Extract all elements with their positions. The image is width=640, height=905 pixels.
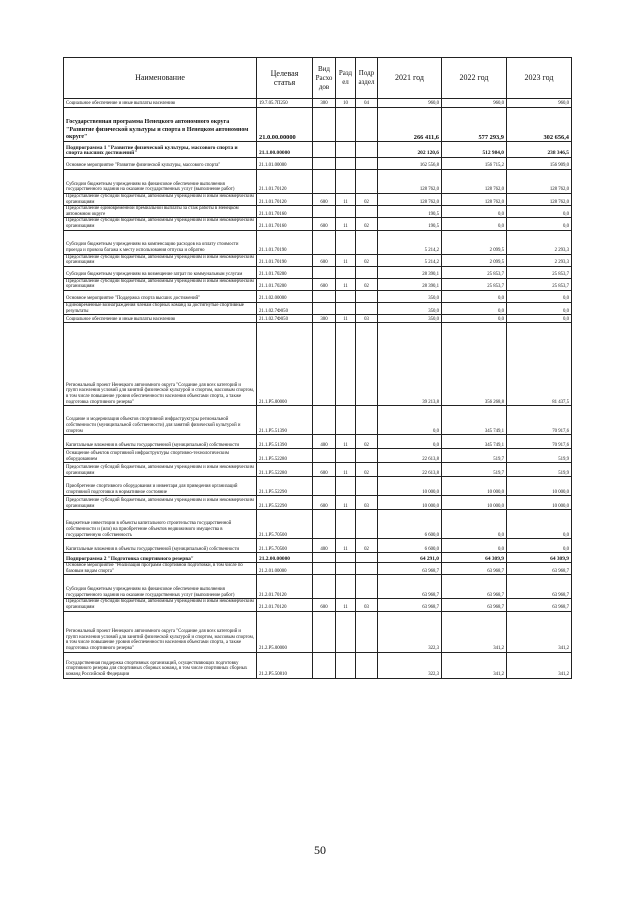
row-subsection-cell (356, 477, 378, 496)
row-amount-2023-cell: 0,0 (507, 302, 572, 314)
row-subsection-cell (356, 108, 378, 142)
row-section-cell (336, 170, 356, 194)
row-amount-2023-cell: 519,9 (507, 463, 572, 477)
row-section-cell: 11 (336, 539, 356, 553)
row-amount-2023-cell: 128 762,0 (507, 170, 572, 194)
row-amount-2021-cell: 350,0 (378, 302, 442, 314)
row-subsection-cell (356, 266, 378, 278)
row-amount-2022-cell: 0,0 (442, 539, 507, 553)
row-section-cell (336, 302, 356, 314)
page-number: 50 (314, 843, 326, 857)
row-target-code-cell: 21.1.01.70160 (257, 206, 313, 218)
row-expense-type-cell (313, 406, 336, 435)
row-section-cell: 11 (336, 254, 356, 266)
row-subsection-cell (356, 652, 378, 678)
table-row (64, 302, 572, 314)
row-target-code-cell: 21.2.00.00000 (257, 553, 313, 563)
row-section-cell (336, 266, 356, 278)
row-amount-2021-cell: 63 968,7 (378, 599, 442, 611)
row-amount-2022-cell: 0,0 (442, 302, 507, 314)
row-expense-type-cell: 600 (313, 599, 336, 611)
row-name-cell: Оснащение объектов спортивной инфраструктуры спортивно-технологическим оборудованием (64, 449, 257, 463)
table-row (64, 230, 572, 254)
table-row (64, 652, 572, 678)
row-amount-2022-cell: 2 099,5 (442, 254, 507, 266)
row-target-code-cell: 21.1.01.70160 (257, 218, 313, 230)
row-subsection-cell: 02 (356, 463, 378, 477)
row-expense-type-cell (313, 611, 336, 652)
row-amount-2023-cell: 2 293,3 (507, 230, 572, 254)
table-row (64, 510, 572, 539)
row-name-cell: Региональный проект Ненецкого автономного округа "Создание для всех категорий и групп населения условий для занятий физической культурой и спортом, массовым спортом, в том числе повышение уровня обеспеченности населения объектами спорта, а также подготовка спортивного резерва" (64, 323, 257, 406)
row-section-cell: 11 (336, 278, 356, 290)
row-target-code-cell: 21.1.P5.52290 (257, 477, 313, 496)
row-amount-2023-cell: 10 000,0 (507, 477, 572, 496)
row-amount-2021-cell: 22 613,8 (378, 449, 442, 463)
row-amount-2023-cell: 63 968,7 (507, 575, 572, 599)
header-subsection: Подр аздел (356, 58, 378, 99)
table-row (64, 599, 572, 611)
row-amount-2023-cell: 960,0 (507, 99, 572, 108)
row-subsection-cell (356, 575, 378, 599)
table-row (64, 553, 572, 563)
table-row (64, 406, 572, 435)
header-target-article: Целевая статья (257, 58, 313, 99)
row-amount-2021-cell: 350,0 (378, 290, 442, 302)
row-expense-type-cell (313, 449, 336, 463)
row-section-cell (336, 449, 356, 463)
row-name-cell: Предоставление субсидий бюджетным, автономным учреждениям и иным некоммерческим организациям (64, 278, 257, 290)
row-amount-2022-cell: 960,0 (442, 99, 507, 108)
row-section-cell (336, 477, 356, 496)
row-target-code-cell: 21.1.P5.70500 (257, 510, 313, 539)
row-amount-2021-cell: 5 214,2 (378, 254, 442, 266)
row-name-cell: Подпрограмма 2 "Подготовка спортивного резерва" (64, 553, 257, 563)
row-amount-2022-cell: 0,0 (442, 206, 507, 218)
row-subsection-cell (356, 290, 378, 302)
row-name-cell: Основное мероприятие "Реализация программ спортивной подготовки, в том числе по базовым видам спорта" (64, 563, 257, 575)
row-expense-type-cell (313, 652, 336, 678)
row-expense-type-cell (313, 290, 336, 302)
row-amount-2023-cell: 341,2 (507, 611, 572, 652)
row-amount-2023-cell: 64 309,9 (507, 553, 572, 563)
row-expense-type-cell (313, 266, 336, 278)
row-target-code-cell: 21.1.01.70200 (257, 278, 313, 290)
row-target-code-cell: 21.1.02.7Ф050 (257, 302, 313, 314)
row-expense-type-cell: 400 (313, 435, 336, 449)
row-amount-2022-cell: 0,0 (442, 315, 507, 323)
row-name-cell: Государственная программа Ненецкого автономного округа "Развитие физической культуры и спорта в Ненецком автономном округе" (64, 108, 257, 142)
row-amount-2021-cell: 322,3 (378, 611, 442, 652)
row-target-code-cell: 21.1.P5.52290 (257, 496, 313, 510)
row-amount-2021-cell: 5 214,2 (378, 230, 442, 254)
row-subsection-cell (356, 302, 378, 314)
row-name-cell: Капитальные вложения в объекты государственной (муниципальной) собственности (64, 435, 257, 449)
budget-table (63, 57, 572, 679)
row-amount-2021-cell: 322,3 (378, 652, 442, 678)
row-name-cell: Бюджетные инвестиции в объекты капитального строительства государственной собственности и (или) на приобретение объектов недвижимого имущества в государственную собственность (64, 510, 257, 539)
header-year-2022: 2022 год (442, 58, 507, 99)
row-amount-2023-cell: 0,0 (507, 539, 572, 553)
row-amount-2022-cell: 128 762,0 (442, 194, 507, 206)
row-amount-2023-cell: 10 000,0 (507, 496, 572, 510)
row-amount-2023-cell: 0,0 (507, 206, 572, 218)
row-target-code-cell: 21.1.P5.70500 (257, 539, 313, 553)
row-amount-2023-cell: 0,0 (507, 315, 572, 323)
row-section-cell: 11 (336, 599, 356, 611)
row-name-cell: Государственная поддержка спортивных организаций, осуществляющих подготовку спортивного резерва для спортивных сборных команд, в том числе спортивных сборных команд Российской Федерации (64, 652, 257, 678)
row-subsection-cell (356, 142, 378, 158)
row-amount-2022-cell: 512 984,0 (442, 142, 507, 158)
row-subsection-cell: 02 (356, 278, 378, 290)
row-name-cell: Субсидии бюджетным учреждениям на финансовое обеспечение выполнения государственного задания на оказание государственных услуг (выполнение работ) (64, 575, 257, 599)
table-row (64, 290, 572, 302)
row-expense-type-cell (313, 553, 336, 563)
row-target-code-cell: 21.1.01.70190 (257, 254, 313, 266)
row-target-code-cell: 21.1.01.70200 (257, 266, 313, 278)
row-section-cell (336, 142, 356, 158)
row-target-code-cell: 21.1.02.7Ф050 (257, 315, 313, 323)
row-section-cell: 11 (336, 435, 356, 449)
row-subsection-cell (356, 449, 378, 463)
row-subsection-cell: 03 (356, 599, 378, 611)
row-expense-type-cell (313, 170, 336, 194)
row-amount-2023-cell: 128 762,0 (507, 194, 572, 206)
row-amount-2021-cell: 0,0 (378, 435, 442, 449)
row-target-code-cell: 21.1.P5.52280 (257, 449, 313, 463)
row-amount-2022-cell: 356 268,8 (442, 323, 507, 406)
table-row (64, 278, 572, 290)
row-amount-2023-cell: 70 917,6 (507, 435, 572, 449)
row-amount-2022-cell: 0,0 (442, 510, 507, 539)
row-target-code-cell: 21.1.P5.52280 (257, 463, 313, 477)
row-amount-2021-cell: 10 000,0 (378, 477, 442, 496)
row-amount-2022-cell: 519,7 (442, 463, 507, 477)
row-amount-2022-cell: 577 293,9 (442, 108, 507, 142)
row-expense-type-cell (313, 563, 336, 575)
row-name-cell: Предоставление субсидий бюджетным, автономным учреждениям и иным некоммерческим организациям (64, 254, 257, 266)
row-amount-2021-cell: 266 411,6 (378, 108, 442, 142)
row-amount-2022-cell: 10 000,0 (442, 477, 507, 496)
row-subsection-cell: 02 (356, 539, 378, 553)
row-amount-2021-cell: 190,5 (378, 218, 442, 230)
row-name-cell: Подпрограмма 1 "Развитие физической культуры, массового спорта и спорта высших достижений" (64, 142, 257, 158)
row-name-cell: Предоставление субсидий бюджетным, автономным учреждениям и иным некоммерческим организациям (64, 194, 257, 206)
row-subsection-cell (356, 206, 378, 218)
row-amount-2021-cell: 10 000,0 (378, 496, 442, 510)
row-amount-2021-cell: 350,0 (378, 315, 442, 323)
row-target-code-cell: 21.2.01.70120 (257, 575, 313, 599)
row-amount-2021-cell: 162 556,8 (378, 158, 442, 170)
row-amount-2021-cell: 190,5 (378, 206, 442, 218)
row-target-code-cell: 19.7.05.7П250 (257, 99, 313, 108)
table-row (64, 539, 572, 553)
row-section-cell (336, 108, 356, 142)
row-amount-2021-cell: 960,0 (378, 99, 442, 108)
row-section-cell: 10 (336, 99, 356, 108)
table-row (64, 463, 572, 477)
row-amount-2023-cell: 70 917,6 (507, 406, 572, 435)
table-row (64, 477, 572, 496)
row-amount-2022-cell: 345 749,1 (442, 406, 507, 435)
row-name-cell: Приобретение спортивного оборудования и инвентаря для приведения организаций спортивной подготовки в нормативное состояние (64, 477, 257, 496)
row-target-code-cell: 21.1.P5.51390 (257, 435, 313, 449)
row-section-cell (336, 652, 356, 678)
table-row (64, 218, 572, 230)
row-expense-type-cell: 600 (313, 254, 336, 266)
header-name: Наименование (64, 58, 257, 99)
row-amount-2021-cell: 6 600,0 (378, 539, 442, 553)
row-target-code-cell: 21.2.P5.50810 (257, 652, 313, 678)
row-subsection-cell: 03 (356, 496, 378, 510)
row-expense-type-cell (313, 323, 336, 406)
row-name-cell: Единовременные вознаграждения членам сборных команд за достигнутые спортивные результаты (64, 302, 257, 314)
row-amount-2023-cell: 2 293,3 (507, 254, 572, 266)
row-expense-type-cell: 600 (313, 278, 336, 290)
row-name-cell: Основное мероприятие "Развитие физической культуры, массового спорта" (64, 158, 257, 170)
row-section-cell (336, 323, 356, 406)
header-expense-type: Вид Расхо дов (313, 58, 336, 99)
row-subsection-cell (356, 510, 378, 539)
header-section: Разд ел (336, 58, 356, 99)
header-year-2021: 2021 год (378, 58, 442, 99)
row-amount-2022-cell: 0,0 (442, 218, 507, 230)
row-section-cell (336, 158, 356, 170)
row-expense-type-cell: 600 (313, 218, 336, 230)
row-name-cell: Социальное обеспечение и иные выплаты населению (64, 315, 257, 323)
row-amount-2023-cell: 81 437,5 (507, 323, 572, 406)
row-target-code-cell: 21.1.00.00000 (257, 142, 313, 158)
row-amount-2023-cell: 25 853,7 (507, 278, 572, 290)
row-name-cell: Капитальные вложения в объекты государственной (муниципальной) собственности (64, 539, 257, 553)
row-name-cell: Региональный проект Ненецкого автономного округа "Создание для всех категорий и групп населения условий для занятий физической культурой и спортом, массовым спортом, в том числе повышение уровня обеспеченности населения объектами спорта, а также подготовка спортивного резерва" (64, 611, 257, 652)
row-expense-type-cell (313, 158, 336, 170)
row-amount-2021-cell: 0,0 (378, 406, 442, 435)
row-amount-2021-cell: 128 762,0 (378, 170, 442, 194)
row-expense-type-cell (313, 142, 336, 158)
row-section-cell (336, 290, 356, 302)
row-target-code-cell: 21.1.01.00000 (257, 158, 313, 170)
row-amount-2023-cell: 0,0 (507, 290, 572, 302)
row-section-cell (336, 510, 356, 539)
row-expense-type-cell (313, 477, 336, 496)
row-amount-2021-cell: 63 968,7 (378, 575, 442, 599)
row-amount-2023-cell: 0,0 (507, 218, 572, 230)
row-name-cell: Предоставление субсидий бюджетным, автономным учреждениям и иным некоммерческим организациям (64, 463, 257, 477)
row-expense-type-cell: 600 (313, 463, 336, 477)
row-amount-2021-cell: 28 390,1 (378, 278, 442, 290)
table-row (64, 435, 572, 449)
table-row (64, 266, 572, 278)
row-subsection-cell: 02 (356, 194, 378, 206)
row-target-code-cell: 21.2.01.00000 (257, 563, 313, 575)
row-amount-2022-cell: 345 749,1 (442, 435, 507, 449)
table-row (64, 611, 572, 652)
header-year-2023: 2023 год (507, 58, 572, 99)
row-amount-2021-cell: 28 390,1 (378, 266, 442, 278)
row-amount-2022-cell: 128 762,0 (442, 170, 507, 194)
table-header-row (64, 58, 572, 99)
row-expense-type-cell (313, 302, 336, 314)
row-subsection-cell: 04 (356, 99, 378, 108)
row-target-code-cell: 21.1.02.00000 (257, 290, 313, 302)
row-amount-2023-cell: 238 346,5 (507, 142, 572, 158)
table-row (64, 206, 572, 218)
row-amount-2023-cell: 156 909,0 (507, 158, 572, 170)
row-section-cell (336, 611, 356, 652)
row-subsection-cell: 02 (356, 254, 378, 266)
row-name-cell: Субсидии бюджетным учреждениям на возмещение затрат по коммунальным услугам (64, 266, 257, 278)
table-row (64, 496, 572, 510)
row-name-cell: Предоставление единовременной премиальной выплаты за стаж работы в Ненецком автономном округе (64, 206, 257, 218)
row-name-cell: Субсидии бюджетным учреждениям на компенсацию расходов на оплату стоимости проезда и провоза багажа к месту использования отпуска и обратно (64, 230, 257, 254)
row-amount-2023-cell: 63 968,7 (507, 599, 572, 611)
row-section-cell: 11 (336, 315, 356, 323)
row-amount-2021-cell: 6 600,0 (378, 510, 442, 539)
row-name-cell: Социальное обеспечение и иные выплаты населению (64, 99, 257, 108)
row-section-cell: 11 (336, 496, 356, 510)
table-body (64, 99, 572, 679)
row-section-cell (336, 206, 356, 218)
row-expense-type-cell: 400 (313, 539, 336, 553)
row-amount-2022-cell: 63 968,7 (442, 563, 507, 575)
row-subsection-cell (356, 158, 378, 170)
row-subsection-cell (356, 563, 378, 575)
row-amount-2022-cell: 64 309,9 (442, 553, 507, 563)
row-amount-2022-cell: 10 000,0 (442, 496, 507, 510)
row-amount-2021-cell: 202 120,6 (378, 142, 442, 158)
row-target-code-cell: 21.1.P5.51390 (257, 406, 313, 435)
row-target-code-cell: 21.1.P5.00000 (257, 323, 313, 406)
row-amount-2022-cell: 0,0 (442, 290, 507, 302)
row-amount-2021-cell: 39 213,8 (378, 323, 442, 406)
row-expense-type-cell: 600 (313, 194, 336, 206)
row-amount-2021-cell: 63 968,7 (378, 563, 442, 575)
row-name-cell: Предоставление субсидий бюджетным, автономным учреждениям и иным некоммерческим организациям (64, 496, 257, 510)
row-amount-2022-cell: 63 968,7 (442, 599, 507, 611)
row-target-code-cell: 21.1.01.70120 (257, 170, 313, 194)
row-subsection-cell (356, 406, 378, 435)
row-name-cell: Предоставление субсидий бюджетным, автономным учреждениям и иным некоммерческим организациям (64, 599, 257, 611)
row-amount-2021-cell: 64 291,0 (378, 553, 442, 563)
table-row (64, 194, 572, 206)
row-subsection-cell: 02 (356, 435, 378, 449)
row-section-cell: 11 (336, 463, 356, 477)
row-amount-2022-cell: 25 853,7 (442, 266, 507, 278)
row-expense-type-cell (313, 206, 336, 218)
row-name-cell: Субсидии бюджетным учреждениям на финансовое обеспечение выполнения государственного задания на оказание государственных услуг (выполнение работ) (64, 170, 257, 194)
row-target-code-cell: 21.2.P5.00000 (257, 611, 313, 652)
row-expense-type-cell (313, 510, 336, 539)
row-subsection-cell (356, 611, 378, 652)
table-row (64, 563, 572, 575)
row-target-code-cell: 21.1.01.70120 (257, 194, 313, 206)
row-amount-2022-cell: 341,2 (442, 652, 507, 678)
row-amount-2022-cell: 519,7 (442, 449, 507, 463)
row-amount-2022-cell: 63 968,7 (442, 575, 507, 599)
row-subsection-cell (356, 323, 378, 406)
row-section-cell (336, 563, 356, 575)
table-row (64, 575, 572, 599)
row-amount-2022-cell: 156 715,2 (442, 158, 507, 170)
row-expense-type-cell (313, 108, 336, 142)
row-amount-2023-cell: 0,0 (507, 510, 572, 539)
row-expense-type-cell: 300 (313, 99, 336, 108)
row-subsection-cell (356, 170, 378, 194)
table-row (64, 108, 572, 142)
row-amount-2023-cell: 519,9 (507, 449, 572, 463)
row-subsection-cell (356, 230, 378, 254)
row-name-cell: Предоставление субсидий бюджетным, автономным учреждениям и иным некоммерческим организациям (64, 218, 257, 230)
row-expense-type-cell (313, 575, 336, 599)
row-expense-type-cell: 600 (313, 496, 336, 510)
row-amount-2023-cell: 341,2 (507, 652, 572, 678)
row-subsection-cell (356, 553, 378, 563)
table-row (64, 449, 572, 463)
row-section-cell (336, 575, 356, 599)
table-row (64, 142, 572, 158)
row-target-code-cell: 21.1.01.70190 (257, 230, 313, 254)
row-section-cell (336, 553, 356, 563)
row-expense-type-cell: 300 (313, 315, 336, 323)
budget-table-sheet (63, 57, 571, 679)
row-section-cell: 11 (336, 218, 356, 230)
row-target-code-cell: 21.0.00.00000 (257, 108, 313, 142)
row-section-cell (336, 230, 356, 254)
row-amount-2022-cell: 341,2 (442, 611, 507, 652)
row-amount-2022-cell: 2 099,5 (442, 230, 507, 254)
row-amount-2023-cell: 63 968,7 (507, 563, 572, 575)
row-subsection-cell: 02 (356, 218, 378, 230)
table-row (64, 315, 572, 323)
row-name-cell: Создание и модернизация объектов спортивной инфраструктуры региональной собственности (муниципальной собственности) для занятий физической культурой и спортом (64, 406, 257, 435)
row-amount-2021-cell: 22 613,8 (378, 463, 442, 477)
row-target-code-cell: 21.2.01.70120 (257, 599, 313, 611)
row-amount-2021-cell: 128 762,0 (378, 194, 442, 206)
table-row (64, 323, 572, 406)
row-name-cell: Основное мероприятие "Поддержка спорта высших достижений" (64, 290, 257, 302)
row-expense-type-cell (313, 230, 336, 254)
row-section-cell: 11 (336, 194, 356, 206)
row-amount-2023-cell: 302 656,4 (507, 108, 572, 142)
table-row (64, 158, 572, 170)
row-section-cell (336, 406, 356, 435)
row-subsection-cell: 03 (356, 315, 378, 323)
row-amount-2023-cell: 25 853,7 (507, 266, 572, 278)
table-row (64, 170, 572, 194)
table-row (64, 254, 572, 266)
table-row (64, 99, 572, 108)
row-amount-2022-cell: 25 853,7 (442, 278, 507, 290)
